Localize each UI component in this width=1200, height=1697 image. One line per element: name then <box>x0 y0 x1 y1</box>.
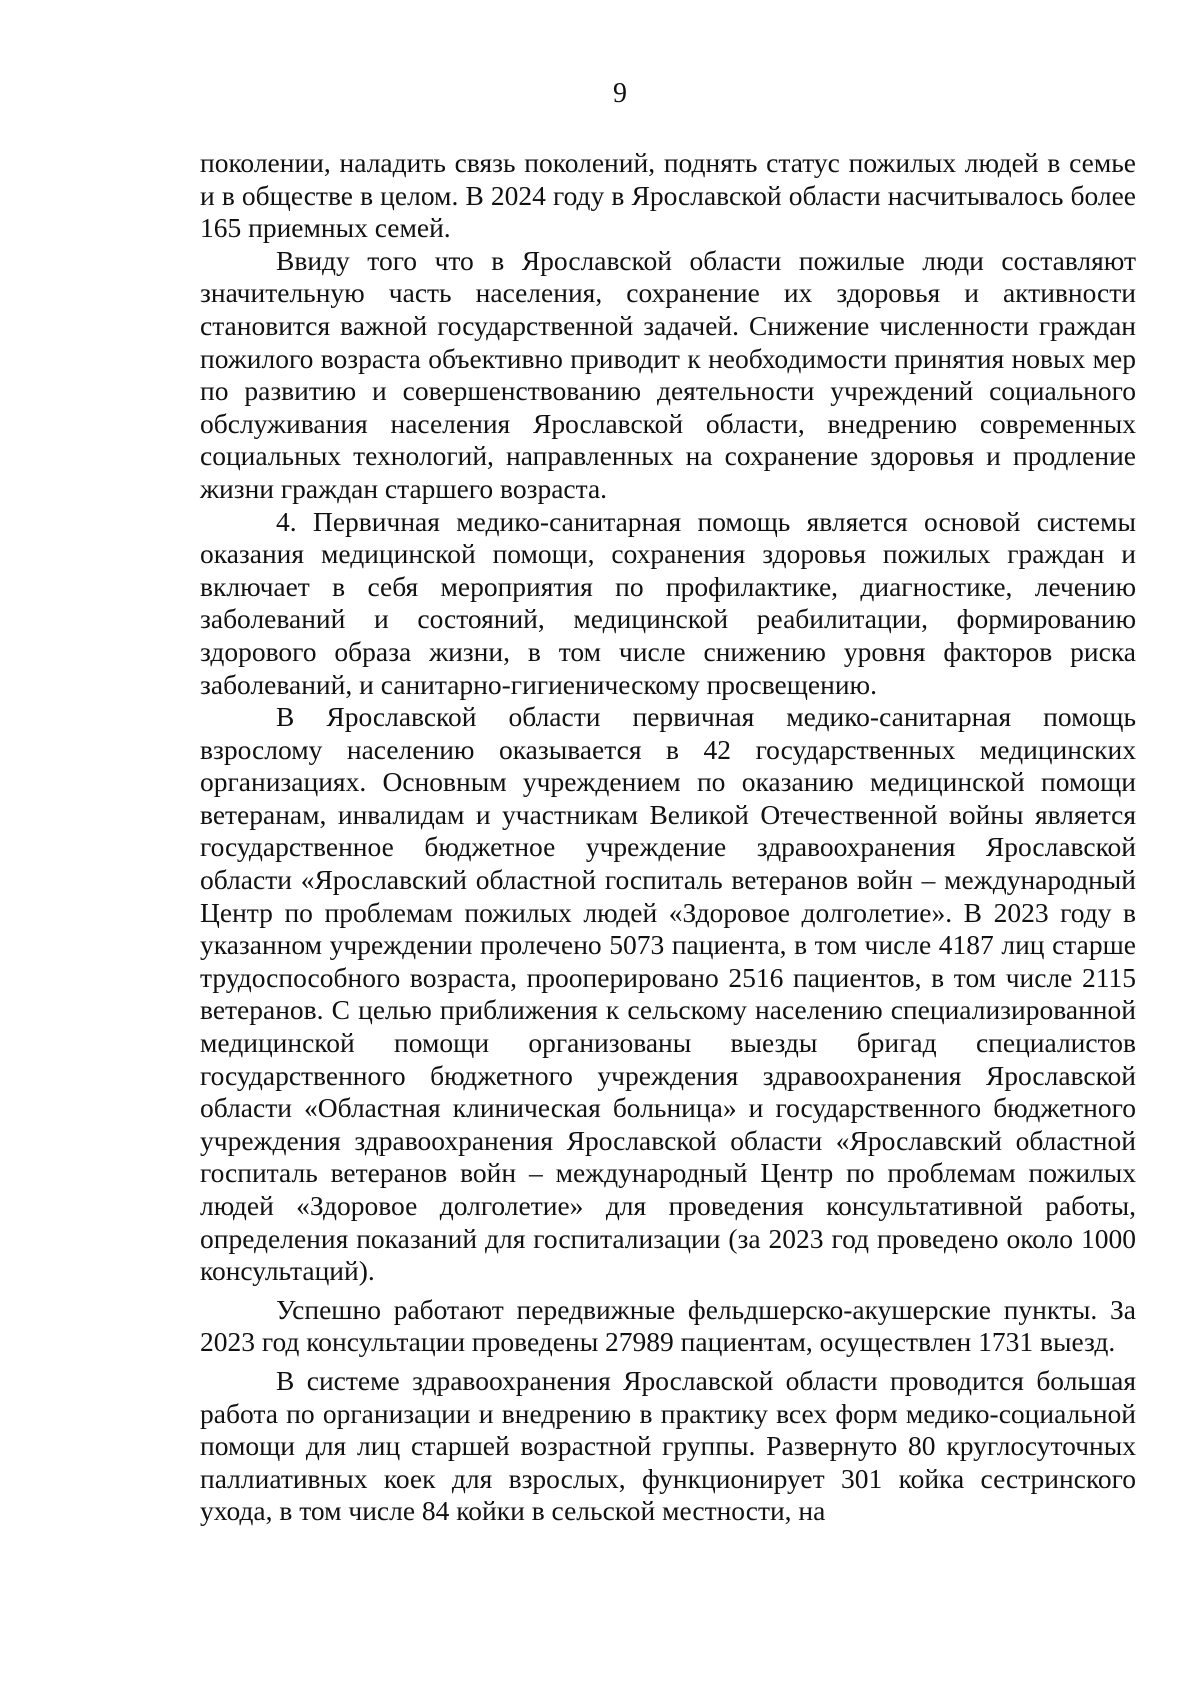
paragraph-3: 4. Первичная медико-санитарная помощь является основой системы оказания медицинской помощи, сохранения здоровья пожилых граждан и включает в себя мероприятия по профилактике, диагностике, лечению заболеваний и состояний, медицинской реабилитации, формированию здорового образа жизни, в том числе снижению уровня факторов риска заболеваний, и санитарно-гигиеническому просвещению. <box>200 505 1136 700</box>
paragraph-1: поколении, наладить связь поколений, поднять статус пожилых людей в семье и в обществе в целом. В 2024 году в Ярославской области насчитывалось более 165 приемных семей. <box>200 147 1136 244</box>
page-number: 9 <box>613 78 627 109</box>
paragraph-4: В Ярославской области первичная медико-санитарная помощь взрослому населению оказывается в 42 государственных медицинских организациях. Основным учреждением по оказанию медицинской помощи ветеранам, инвалидам и участникам Великой Отечественной войны является государственное бюджетное учреждение здравоохранения Ярославской области «Ярославский областной госпиталь ветеранов войн – международный Центр по проблемам пожилых людей «Здоровое долголетие». В 2023 году в указанном учреждении пролечено 5073 пациента, в том числе 4187 лиц старше трудоспособного возраста, прооперировано 2516 пациентов, в том числе 2115 ветеранов. С целью приближения к сельскому населению специализированной медицинской помощи организованы выезды бригад специалистов государственного бюджетного учреждения здравоохранения Ярославской области «Областная клиническая больница» и государственного бюджетного учреждения здравоохранения Ярославской области «Ярославский областной госпиталь ветеранов войн – международный Центр по проблемам пожилых людей «Здоровое долголетие» для проведения консультативной работы, определения показаний для госпитализации (за 2023 год проведено около 1000 консультаций). <box>200 701 1136 1287</box>
paragraph-5: Успешно работают передвижные фельдшерско-акушерские пункты. За 2023 год консультации проведены 27989 пациентам, осуществлен 1731 выезд. <box>200 1293 1136 1358</box>
body-text <box>200 147 1136 1528</box>
paragraph-6: В системе здравоохранения Ярославской области проводится большая работа по организации и внедрению в практику всех форм медико-социальной помощи для лиц старшей возрастной группы. Развернуто 80 круглосуточных паллиативных коек для взрослых, функционирует 301 койка сестринского ухода, в том числе 84 койки в сельской местности, на <box>200 1364 1136 1527</box>
paragraph-2: Ввиду того что в Ярославской области пожилые люди составляют значительную часть населения, сохранение их здоровья и активности становится важной государственной задачей. Снижение численности граждан пожилого возраста объективно приводит к необходимости принятия новых мер по развитию и совершенствованию деятельности учреждений социального обслуживания населения Ярославской области, внедрению современных социальных технологий, направленных на сохранение здоровья и продление жизни граждан старшего возраста. <box>200 244 1136 504</box>
